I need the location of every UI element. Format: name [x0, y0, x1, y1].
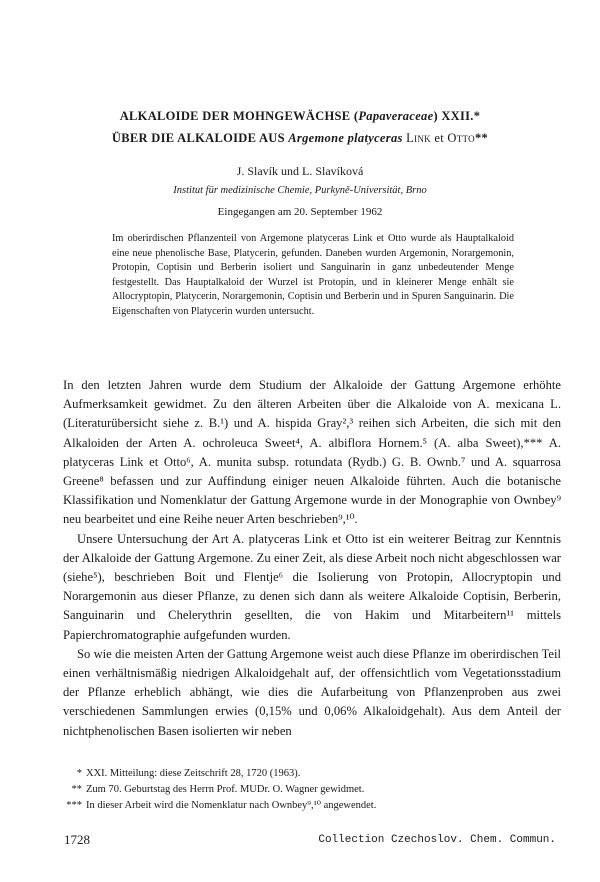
- title-smallcaps: Link: [402, 131, 431, 145]
- institute: Institut für medizinische Chemie, Purkyně-Universität, Brno: [173, 185, 427, 196]
- footnote: [60, 782, 560, 798]
- title-text: ALKALOIDE DER MOHNGEWÄCHSE (: [119, 109, 359, 123]
- footnote-mark: *: [76, 768, 82, 779]
- paragraph: So wie die meisten Arten der Gattung Argemone weist auch diese Pflanze im oberirdischen Teil einen verhältnismäßig niedrigen Alkaloidgehalt auf, der offensichtlich vom Vegetationsstadium der Pflanze erheblich abhängt, wie dies die Aufarbeitung von Pflanzenproben aus zwei verschiedenen Sammlungen erwies (0,15% und 0,06% Alkaloidgehalt). Aus dem Anteil der nichtphenolischen Basen isolierten wir neben: [63, 646, 561, 738]
- article-title-line-2: [40, 131, 560, 146]
- title-text: ÜBER DIE ALKALOIDE AUS: [111, 131, 289, 145]
- title-italic: Argemone platyceras: [288, 131, 403, 145]
- footnote: [60, 766, 560, 782]
- footnote-text: Zum 70. Geburtstag des Herrn Prof. MUDr. O. Wagner gewidmet.: [86, 784, 365, 795]
- footnote-text: In dieser Arbeit wird die Nomenklatur nach Ownbey⁹,¹⁰ angewendet.: [86, 800, 377, 811]
- title-italic: Papaveraceae: [358, 109, 434, 123]
- footnote: [60, 798, 560, 814]
- title-text: **: [474, 131, 489, 145]
- footnotes: [60, 766, 560, 814]
- abstract: Im oberirdischen Pflanzenteil von Argemone platyceras Link et Otto wurde als Hauptalkaloid eine neue phenolische Base, Platycerin, gefunden. Daneben wurden Argemonin, Norargemonin, Protopin, Coptisin und Berberin isoliert und Sanguinarin in ganz unbedeutender Menge festgestellt. Das Hauptalkaloid der Wurzel ist Protopin, und in kleinerer Menge enhält sie Allocryptopin, Platycerin, Norargemonin, Coptisin und Berberin und in Spuren Sanguinarin. Die Eigenschaften von Platycerin wurden untersucht.: [112, 233, 514, 317]
- paragraph: In den letzten Jahren wurde dem Studium der Alkaloide der Gattung Argemone erhöhte Aufmerksamkeit gewidmet. Zu den älteren Arbeiten über die Alkaloide von A. mexicana L. (Literaturübersicht siehe z. B.¹) und A. hispida Gray²,³ reihen sich Arbeiten, die sich mit den Alkaloiden der Arten A. ochroleuca Sweet⁴, A. albiflora Hornem.⁵ (A. alba Sweet),*** A. platyceras Link et Otto⁶, A. munita subsp. rotundata (Rydb.) G. B. Ownb.⁷ und A. squarrosa Greene⁸ befassen und zur Auffindung einiger neuen Alkaloide führten. Auch die botanische Klassifikation und Nomenklatur der Gattung Argemone wurde in der Monographie von Ownbey⁹ neu bearbeitet und eine Reihe neuer Arten beschrieben⁹,¹⁰.: [63, 378, 561, 527]
- received-date: Eingegangen am 20. September 1962: [217, 206, 383, 218]
- paragraph: Unsere Untersuchung der Art A. platyceras Link et Otto ist ein weiterer Beitrag zur Kenntnis der Alkaloide der Gattung Argemone. Zu einer Zeit, als diese Arbeit noch nicht abgeschlossen war (siehe⁵), beschrieben Boit und Flentje⁶ die Isolierung von Protopin, Allocryptopin und Norargemonin aus dieser Pflanze, zu denen sich dann als weitere Alkaloide Coptisin, Berberin, Sanguinarin und Chelerythrin gesellten, die von Hakim und Mitarbeitern¹¹ mittels Papierchromatographie aufgefunden wurden.: [63, 531, 561, 642]
- article-title-line-1: [40, 109, 560, 124]
- title-text: et: [430, 131, 448, 145]
- footnote-mark: **: [71, 784, 82, 795]
- main-text: [63, 376, 561, 741]
- title-text: ) XXII.*: [433, 109, 481, 123]
- footnote-mark: ***: [66, 800, 82, 811]
- title-smallcaps: Otto: [447, 131, 475, 145]
- authors: J. Slavík und L. Slavíková: [236, 164, 364, 178]
- journal-name: Collection Czechoslov. Chem. Commun.: [318, 834, 556, 846]
- page-number: 1728: [64, 832, 90, 847]
- footnote-text: XXI. Mitteilung: diese Zeitschrift 28, 1720 (1963).: [86, 768, 301, 779]
